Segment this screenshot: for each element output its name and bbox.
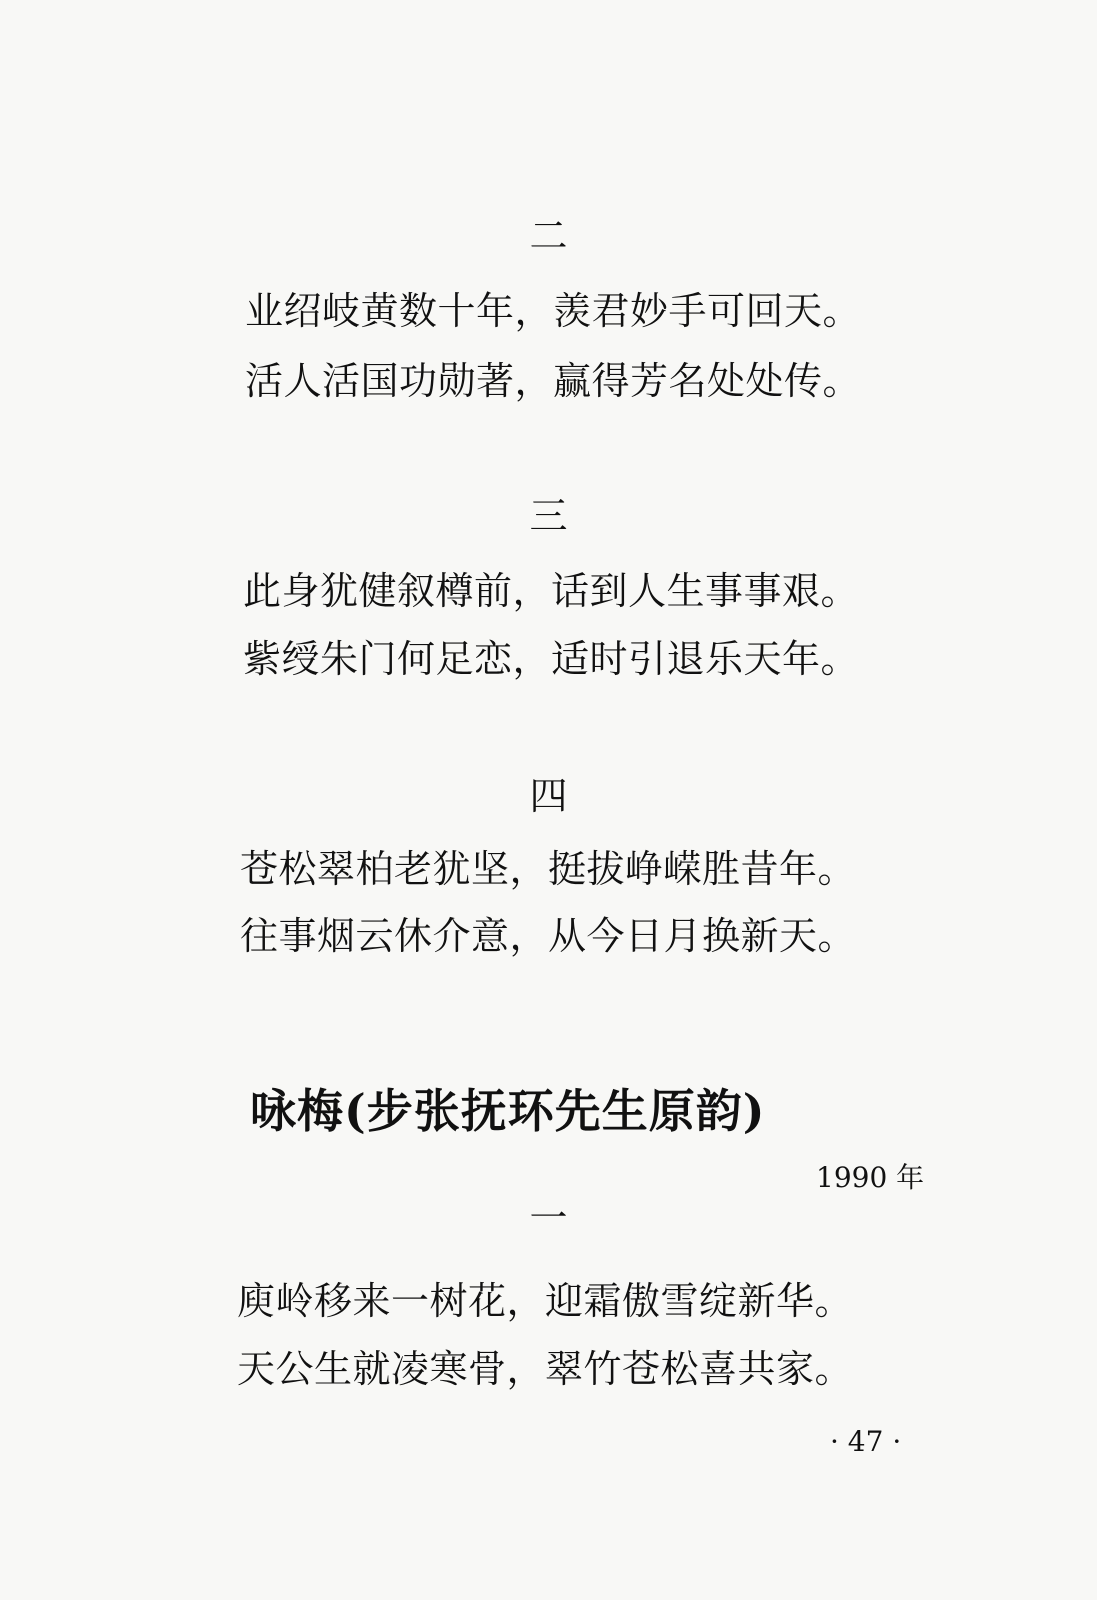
stanza-2-line-2: 活人活国功勋著，赢得芳名处处传。 bbox=[245, 359, 862, 403]
page-number: · 47 · bbox=[830, 1425, 902, 1458]
stanza-number-3: 三 bbox=[529, 494, 568, 538]
stanza-4-line-2: 往事烟云休介意，从今日月换新天。 bbox=[240, 914, 857, 958]
poem-stanza-1-line-2: 天公生就凌寒骨，翠竹苍松喜共家。 bbox=[237, 1347, 854, 1391]
stanza-number-2: 二 bbox=[529, 214, 568, 258]
stanza-3-line-1: 此身犹健叙樽前，话到人生事事艰。 bbox=[243, 569, 860, 613]
stanza-number-4: 四 bbox=[529, 774, 568, 818]
poem-stanza-1-line-1: 庾岭移来一树花，迎霜傲雪绽新华。 bbox=[237, 1279, 854, 1323]
poem-stanza-number-1: 一 bbox=[529, 1196, 568, 1240]
stanza-3-line-2: 紫绶朱门何足恋，适时引退乐天年。 bbox=[243, 637, 860, 681]
poem-year: 1990 年 bbox=[816, 1161, 925, 1194]
stanza-2-line-1: 业绍岐黄数十年，羡君妙手可回天。 bbox=[245, 289, 862, 333]
stanza-4-line-1: 苍松翠柏老犹坚，挺拔峥嵘胜昔年。 bbox=[240, 847, 857, 891]
poem-title: 咏梅(步张抚环先生原韵) bbox=[250, 1084, 766, 1138]
